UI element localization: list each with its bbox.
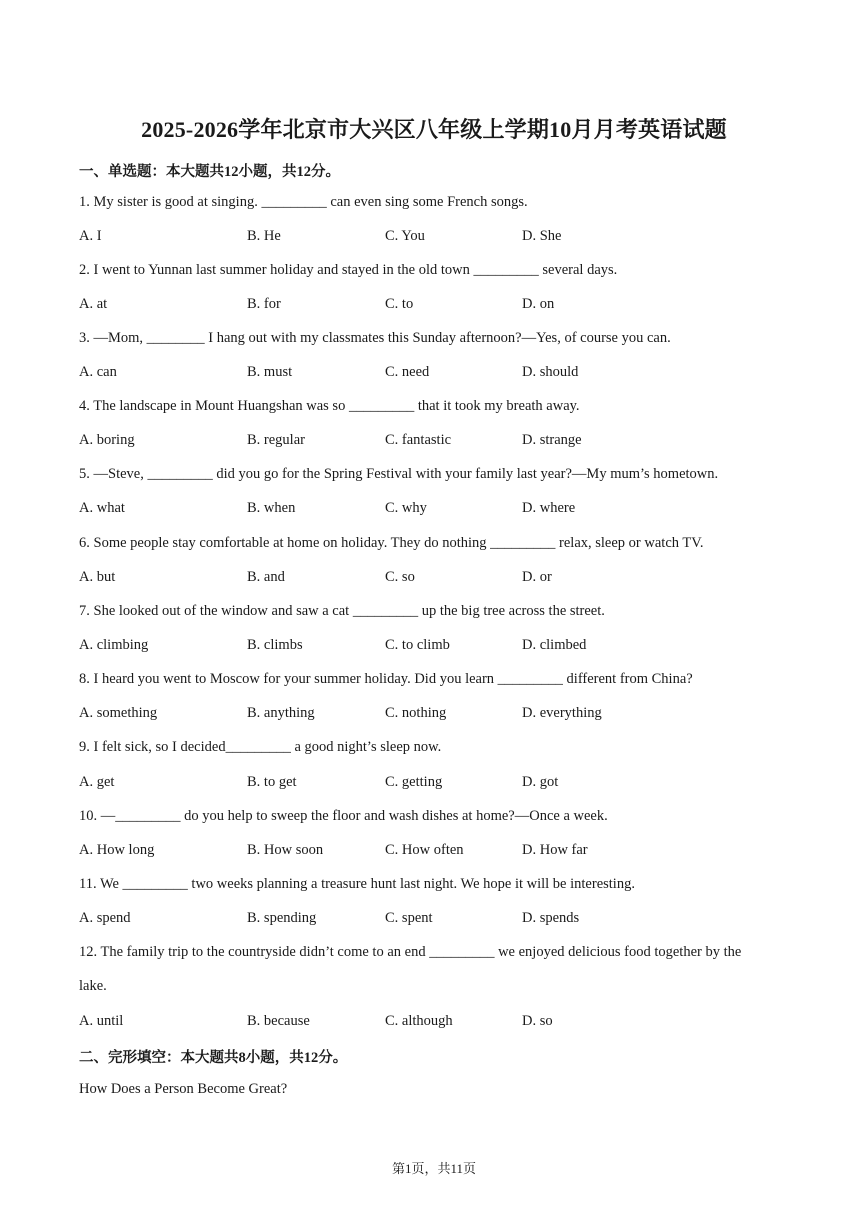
question-1: 1. My sister is good at singing. _________ can even sing some French songs. [79,194,528,210]
question-4: 4. The landscape in Mount Huangshan was so _________ that it took my breath away. [79,398,580,414]
section-heading-cloze: 二、完形填空：本大题共8小题，共12分。 [79,1050,348,1066]
question-12: 12. The family trip to the countryside didn’t come to an end _________ we enjoyed delicious food together by the [79,944,742,960]
question-3: 3. —Mom, ________ I hang out with my classmates this Sunday afternoon?—Yes, of course you can. [79,330,671,346]
option-11a: A. spend [79,910,131,926]
option-1a: A. I [79,228,102,244]
question-6: 6. Some people stay comfortable at home on holiday. They do nothing _________ relax, sleep or watch TV. [79,535,704,551]
option-10d: D. How far [522,842,588,858]
option-9a: A. get [79,774,115,790]
option-1c: C. You [385,228,425,244]
option-12a: A. until [79,1013,124,1029]
option-3a: A. can [79,364,117,380]
option-12c: C. although [385,1013,453,1029]
option-8b: B. anything [247,705,315,721]
question-7: 7. She looked out of the window and saw a cat _________ up the big tree across the street. [79,603,605,619]
option-6a: A. but [79,569,116,585]
option-2a: A. at [79,296,108,312]
option-7d: D. climbed [522,637,587,653]
option-8d: D. everything [522,705,602,721]
option-7b: B. climbs [247,637,303,653]
question-8: 8. I heard you went to Moscow for your summer holiday. Did you learn _________ different from China? [79,671,693,687]
option-2d: D. on [522,296,555,312]
option-11c: C. spent [385,910,433,926]
option-2c: C. to [385,296,414,312]
option-10b: B. How soon [247,842,324,858]
option-1b: B. He [247,228,281,244]
option-5a: A. what [79,500,125,516]
option-2b: B. for [247,296,281,312]
option-1d: D. She [522,228,562,244]
option-9b: B. to get [247,774,297,790]
question-12-continued: lake. [79,978,107,994]
option-10a: A. How long [79,842,155,858]
option-7a: A. climbing [79,637,149,653]
question-10: 10. —_________ do you help to sweep the floor and wash dishes at home?—Once a week. [79,808,608,824]
option-9d: D. got [522,774,559,790]
option-4a: A. boring [79,432,135,448]
option-9c: C. getting [385,774,443,790]
option-3c: C. need [385,364,430,380]
question-2: 2. I went to Yunnan last summer holiday and stayed in the old town _________ several days. [79,262,618,278]
option-10c: C. How often [385,842,464,858]
question-9: 9. I felt sick, so I decided_________ a good night’s sleep now. [79,739,442,755]
option-8a: A. something [79,705,158,721]
option-6b: B. and [247,569,285,585]
option-6d: D. or [522,569,552,585]
option-4c: C. fantastic [385,432,452,448]
option-5b: B. when [247,500,296,516]
passage-title: How Does a Person Become Great? [79,1081,288,1097]
option-8c: C. nothing [385,705,447,721]
question-11: 11. We _________ two weeks planning a treasure hunt last night. We hope it will be interesting. [79,876,635,892]
option-7c: C. to climb [385,637,450,653]
option-4d: D. strange [522,432,582,448]
option-3b: B. must [247,364,293,380]
option-5d: D. where [522,500,576,516]
option-12d: D. so [522,1013,553,1029]
option-11b: B. spending [247,910,317,926]
option-5c: C. why [385,500,427,516]
question-5: 5. —Steve, _________ did you go for the Spring Festival with your family last year?—My mum’s hometown. [79,466,719,482]
section-heading-single-choice: 一、单选题：本大题共12小题，共12分。 [79,164,340,180]
page-footer: 第1页，共11页 [391,1161,477,1176]
option-11d: D. spends [522,910,580,926]
option-3d: D. should [522,364,579,380]
option-6c: C. so [385,569,415,585]
option-4b: B. regular [247,432,305,448]
option-12b: B. because [247,1013,310,1029]
page-title: 2025-2026学年北京市大兴区八年级上学期10月月考英语试题 [141,117,727,142]
